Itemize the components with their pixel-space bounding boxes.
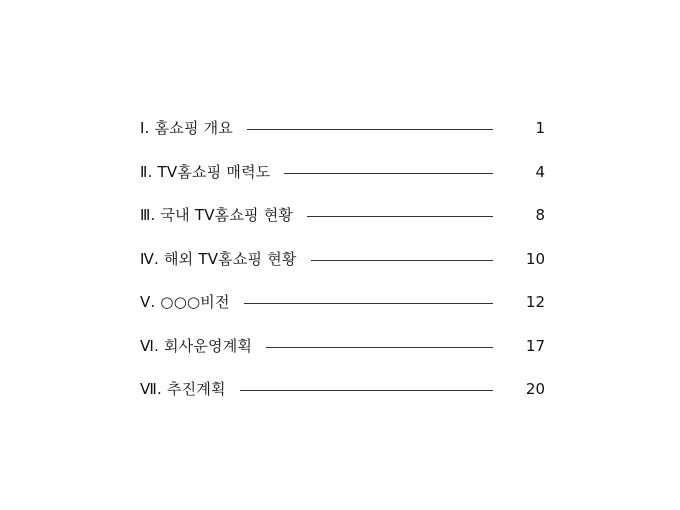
toc-entry-page: 20 — [525, 380, 545, 398]
toc-leader-line — [244, 303, 493, 304]
toc-entry-numeral: Ⅲ. — [140, 206, 156, 224]
toc-entry-title: 추진계획 — [166, 380, 226, 398]
toc-entry-title: 국내 TV홈쇼핑 현황 — [160, 206, 294, 224]
toc-entry-numeral: Ⅳ. — [140, 249, 160, 268]
toc-entry-numeral: Ⅶ. — [140, 380, 162, 398]
toc-entry-page: 1 — [535, 119, 545, 137]
toc-entry-label — [140, 379, 240, 399]
toc-entry-label — [140, 336, 266, 356]
toc-entry-label — [140, 205, 307, 225]
toc-entry-page: 10 — [525, 249, 545, 268]
toc-entry — [140, 379, 545, 423]
toc-entry-title: 회사운영계획 — [163, 336, 253, 355]
toc-entry-numeral: Ⅱ. — [140, 162, 153, 181]
toc-leader-line — [311, 260, 493, 261]
toc-entry-numeral: Ⅰ. — [140, 119, 150, 137]
toc-entry-title: ○○○비전 — [160, 293, 230, 311]
toc-entry — [140, 118, 545, 162]
toc-entry-label — [140, 249, 311, 269]
toc-entry-page: 4 — [535, 162, 545, 181]
toc-entry — [140, 292, 545, 336]
table-of-contents — [140, 118, 545, 423]
toc-entry-page: 8 — [535, 206, 545, 224]
toc-leader-line — [284, 173, 493, 174]
toc-leader-line — [307, 216, 493, 217]
toc-entry-label — [140, 162, 284, 182]
toc-entry-label — [140, 292, 244, 312]
toc-leader-line — [240, 390, 493, 391]
toc-leader-line — [247, 129, 493, 130]
toc-entry-title: 해외 TV홈쇼핑 현황 — [163, 249, 297, 268]
toc-entry-title: 홈쇼핑 개요 — [154, 119, 233, 137]
toc-entry-page: 17 — [525, 336, 545, 355]
toc-entry — [140, 205, 545, 249]
toc-entry — [140, 162, 545, 206]
toc-entry-page: 12 — [525, 293, 545, 311]
toc-entry — [140, 249, 545, 293]
toc-entry-numeral: Ⅴ. — [140, 293, 156, 311]
toc-entry-title: TV홈쇼핑 매력도 — [157, 162, 271, 181]
toc-entry-numeral: Ⅵ. — [140, 336, 160, 355]
toc-entry — [140, 336, 545, 380]
toc-entry-label — [140, 118, 247, 138]
toc-leader-line — [266, 347, 493, 348]
